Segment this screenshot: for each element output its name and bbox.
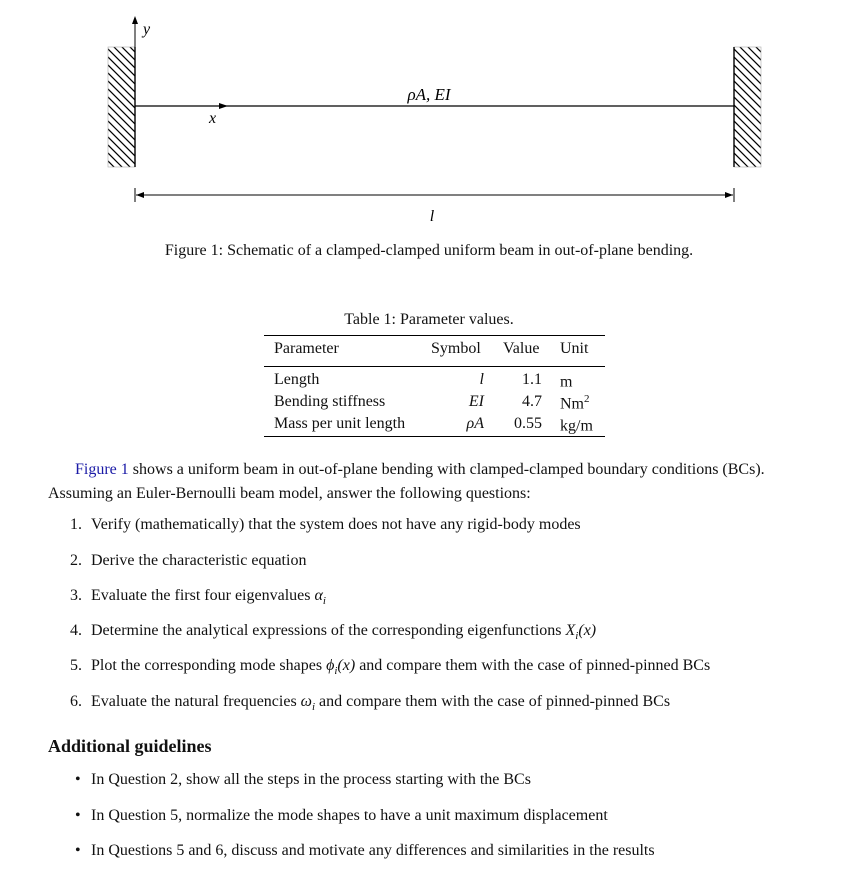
length-label: l bbox=[429, 208, 435, 225]
table-row bbox=[264, 415, 605, 437]
row-parameter: Bending stiffness bbox=[274, 393, 386, 410]
question-item bbox=[70, 622, 596, 642]
row-symbol: EI bbox=[468, 393, 484, 410]
row-symbol: ρA bbox=[466, 415, 484, 432]
bullet-glyph: • bbox=[75, 842, 81, 859]
intro-paragraph bbox=[48, 458, 828, 506]
question-text: Determine the analytical expressions of the corresponding eigenfunctions bbox=[91, 622, 566, 639]
question-number: 1. bbox=[70, 516, 82, 533]
row-unit bbox=[560, 415, 593, 435]
question-text-tail: and compare them with the case of pinned-pinned BCs bbox=[355, 657, 711, 674]
y-axis-arrow bbox=[132, 16, 138, 106]
length-arrow-left-head bbox=[136, 192, 144, 198]
y-axis-label: y bbox=[143, 21, 151, 38]
row-value: 0.55 bbox=[514, 415, 542, 432]
guideline-text: In Question 2, show all the steps in the process starting with the BCs bbox=[91, 771, 531, 788]
row-unit-text: Nm bbox=[560, 395, 584, 413]
question-item bbox=[70, 657, 710, 677]
header-parameter: Parameter bbox=[274, 340, 339, 357]
row-symbol: l bbox=[479, 371, 484, 388]
question-text: Derive the characteristic equation bbox=[91, 552, 307, 569]
figure-reference-link[interactable]: Figure 1 bbox=[75, 461, 129, 478]
question-text: Verify (mathematically) that the system does not have any rigid-body modes bbox=[91, 516, 581, 533]
header-value: Value bbox=[503, 340, 540, 357]
row-unit-exponent: 2 bbox=[584, 393, 590, 405]
question-item bbox=[70, 516, 581, 534]
question-number: 3. bbox=[70, 587, 82, 604]
table-row bbox=[264, 371, 605, 393]
question-text-tail: and compare them with the case of pinned-pinned BCs bbox=[315, 693, 671, 710]
right-clamp-support bbox=[716, 7, 776, 211]
natural-frequency-symbol: ω bbox=[300, 693, 312, 710]
question-item bbox=[70, 587, 326, 607]
bullet-glyph: • bbox=[75, 771, 81, 788]
mode-shape-symbol: ϕ bbox=[326, 657, 335, 674]
question-text: Plot the corresponding mode shapes bbox=[91, 657, 327, 674]
table-row bbox=[264, 393, 605, 415]
table-mid-rule bbox=[264, 366, 605, 367]
question-item bbox=[70, 552, 306, 570]
eigenfunction-argument: (x) bbox=[578, 622, 597, 639]
beam-property-label: ρA, EI bbox=[407, 85, 451, 104]
length-arrow-right-head bbox=[725, 192, 733, 198]
parameter-table bbox=[264, 335, 605, 435]
row-parameter: Mass per unit length bbox=[274, 415, 406, 432]
guideline-text: In Question 5, normalize the mode shapes to have a unit maximum displacement bbox=[91, 807, 608, 824]
eigenvalue-symbol: α bbox=[314, 587, 323, 604]
row-value: 1.1 bbox=[522, 371, 542, 388]
eigenfunction-symbol: X bbox=[565, 622, 576, 639]
guideline-item bbox=[75, 842, 655, 860]
question-text: Evaluate the natural frequencies bbox=[91, 693, 301, 710]
question-text: Evaluate the first four eigenvalues bbox=[91, 587, 315, 604]
guidelines-heading: Additional guidelines bbox=[48, 736, 212, 756]
question-number: 5. bbox=[70, 657, 82, 674]
row-unit-text: m bbox=[560, 373, 573, 391]
eigenfunction-index: i bbox=[575, 630, 579, 643]
question-number: 2. bbox=[70, 552, 82, 569]
table-caption: Table 1: Parameter values. bbox=[344, 311, 514, 328]
guideline-item bbox=[75, 807, 608, 825]
figure-caption: Figure 1: Schematic of a clamped-clamped uniform beam in out-of-plane bending. bbox=[164, 242, 694, 259]
header-symbol: Symbol bbox=[431, 340, 481, 357]
header-unit: Unit bbox=[560, 340, 589, 357]
row-unit bbox=[560, 393, 590, 413]
mode-shape-index: i bbox=[334, 665, 338, 678]
question-number: 6. bbox=[70, 693, 82, 710]
table-bottom-rule bbox=[264, 436, 605, 437]
length-dimension-arrow bbox=[135, 188, 734, 202]
beam-schematic bbox=[0, 0, 858, 240]
table-header-row bbox=[264, 340, 605, 362]
row-value: 4.7 bbox=[522, 393, 542, 410]
x-axis-label: x bbox=[209, 110, 217, 127]
natural-frequency-index: i bbox=[311, 701, 316, 714]
bullet-glyph: • bbox=[75, 807, 81, 824]
intro-text: shows a uniform beam in out-of-plane bending with clamped-clamped boundary conditions (BCs). Assuming an Euler-Bernoulli beam model, answer the following questions: bbox=[48, 461, 765, 502]
row-unit-text: kg/m bbox=[560, 417, 593, 435]
mode-shape-argument: (x) bbox=[337, 657, 356, 674]
row-unit bbox=[560, 371, 572, 391]
left-clamp-support bbox=[90, 7, 150, 211]
row-parameter: Length bbox=[274, 371, 320, 388]
guideline-text: In Questions 5 and 6, discuss and motivate any differences and similarities in the results bbox=[91, 842, 655, 859]
question-number: 4. bbox=[70, 622, 82, 639]
question-item bbox=[70, 693, 670, 713]
eigenvalue-index: i bbox=[322, 595, 326, 608]
guideline-item bbox=[75, 771, 531, 789]
x-axis-arrow bbox=[219, 103, 228, 109]
